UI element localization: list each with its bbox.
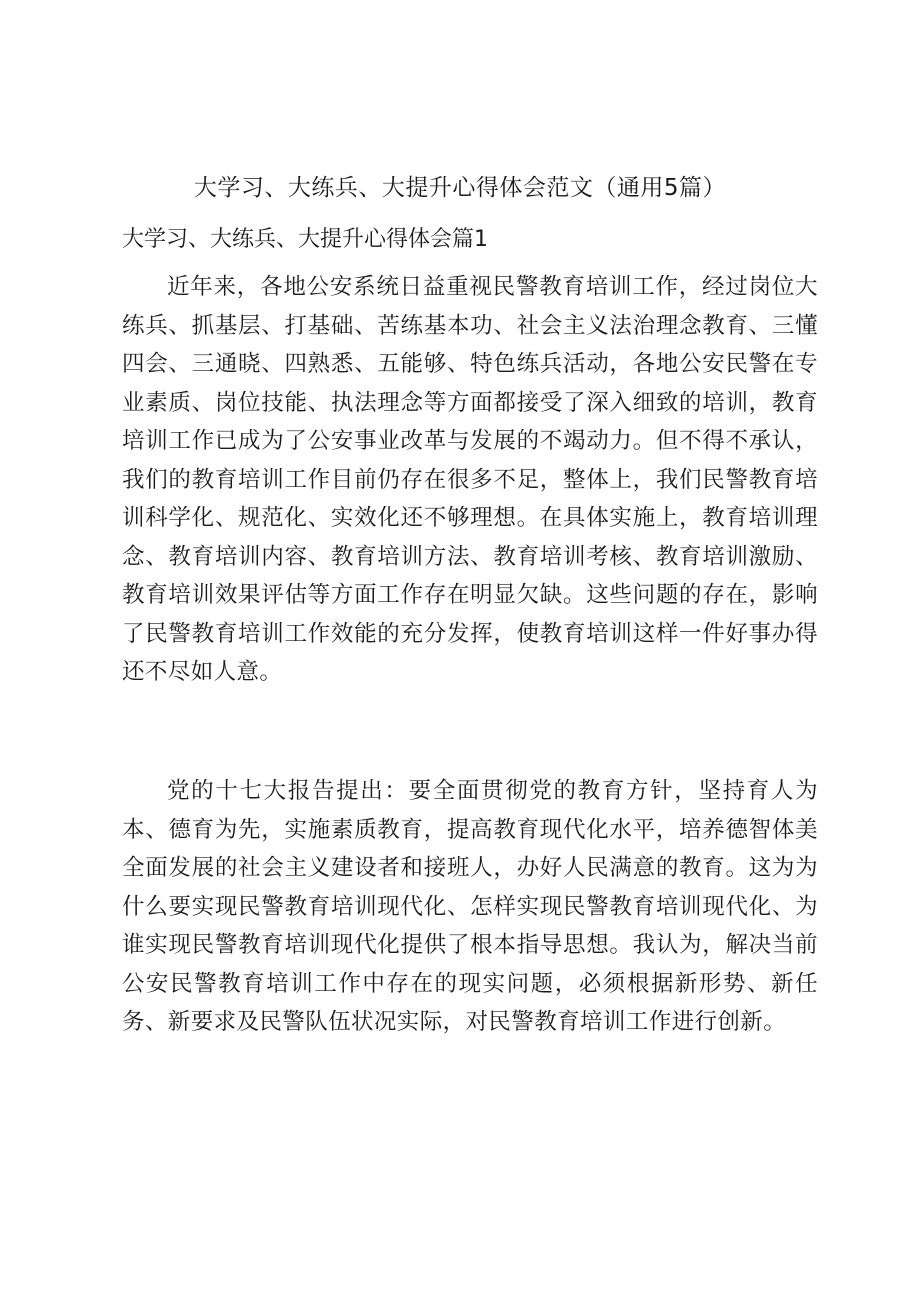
document-title: 大学习、大练兵、大提升心得体会范文（通用5篇） <box>193 175 727 201</box>
body-paragraph-1: 近年来，各地公安系统日益重视民警教育培训工作，经过岗位大练兵、抓基层、打基础、苦练基本功、社会主义法治理念教育、三懂四会、三通晓、四熟悉、五能够、特色练兵活动，各地公安民警在专业素质、岗位技能、执法理念等方面都接受了深入细致的培训，教育培训工作已成为了公安事业改革与发展的不竭动力。但不得不承认，我们的教育培训工作目前仍存在很多不足，整体上，我们民警教育培训科学化、规范化、实效化还不够理想。在具体实施上，教育培训理念、教育培训内容、教育培训方法、教育培训考核、教育培训激励、教育培训效果评估等方面工作存在明显欠缺。这些问题的存在，影响了民警教育培训工作效能的充分发挥，使教育培训这样一件好事办得还不尽如人意。 <box>122 274 818 685</box>
body-paragraph-2: 党的十七大报告提出：要全面贯彻党的教育方针，坚持育人为本、德育为先，实施素质教育，提高教育现代化水平，培养德智体美全面发展的社会主义建设者和接班人，办好人民满意的教育。这为为什么要实现民警教育培训现代化、怎样实现民警教育培训现代化、为谁实现民警教育培训现代化提供了根本指导思想。我认为，解决当前公安民警教育培训工作中存在的现实问题，必须根据新形势、新任务、新要求及民警队伍状况实际，对民警教育培训工作进行创新。 <box>122 778 818 1035</box>
section-heading: 大学习、大练兵、大提升心得体会篇1 <box>122 227 488 252</box>
